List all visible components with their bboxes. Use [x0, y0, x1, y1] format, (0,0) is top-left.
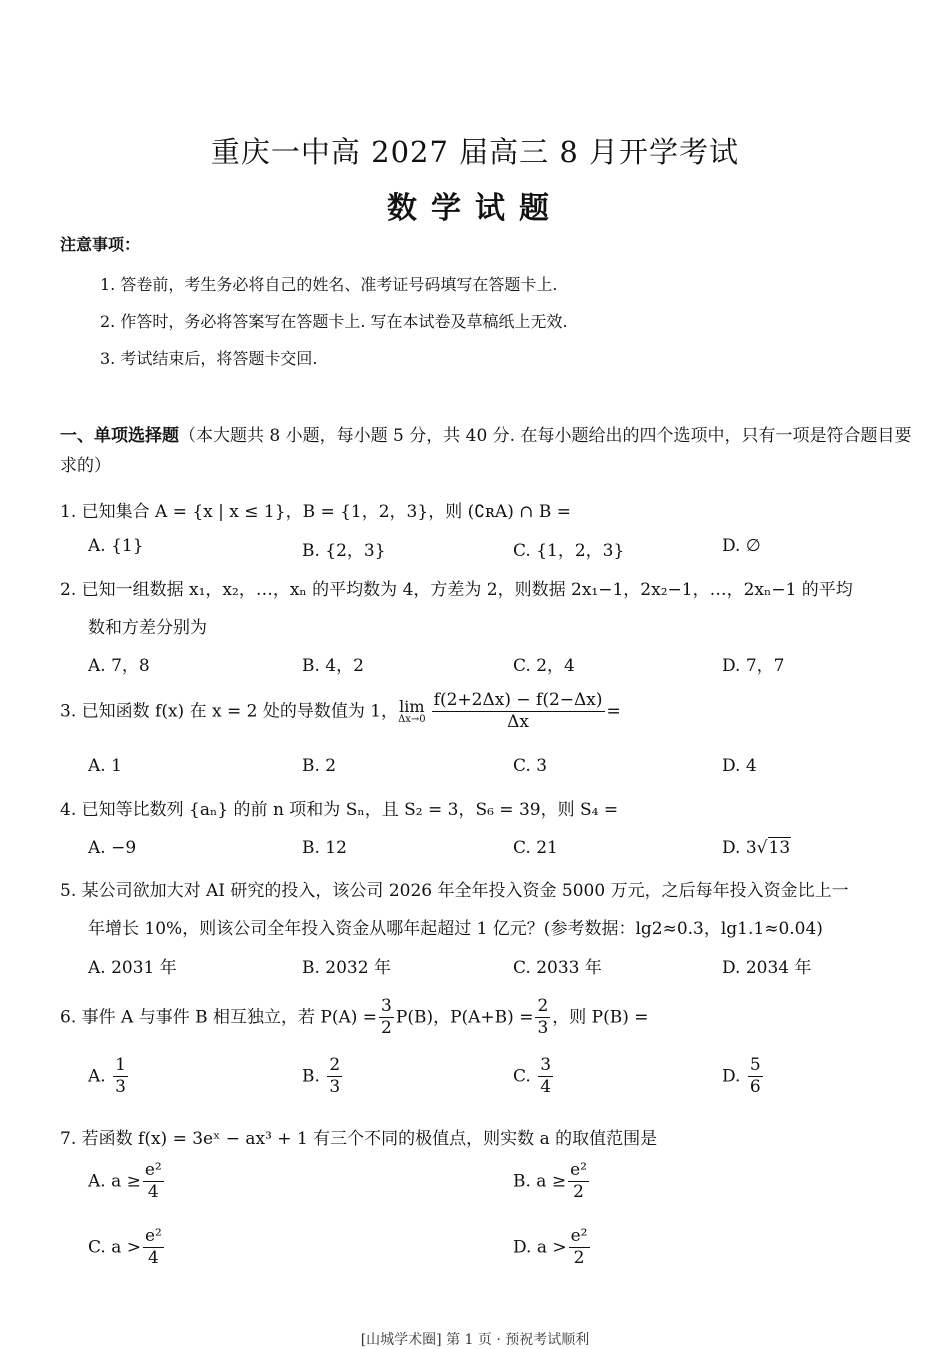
question-1-stem: 1. 已知集合 A = {x | x ≤ 1}，B = {1，2，3}，则 (∁ʀA) ∩ B =	[60, 502, 572, 522]
question-7-stem: 7. 若函数 f(x) = 3eˣ − ax³ + 1 有三个不同的极值点，则实数 a 的取值范围是	[60, 1129, 658, 1149]
notice-heading: 注意事项：	[60, 235, 141, 254]
section-heading	[60, 422, 920, 482]
q5-option-a: A. 2031 年	[88, 958, 177, 978]
q7-option-d: D. a > $\frac{\text{e²}}{2}$	[513, 1226, 588, 1269]
question-4-stem: 4. 已知等比数列 {aₙ} 的前 n 项和为 Sₙ，且 S₂ = 3，S₆ = 39，则 S₄ =	[60, 800, 619, 820]
notice-item-1: 1. 答卷前，考生务必将自己的姓名、准考证号码填写在答题卡上.	[100, 275, 558, 294]
q6-option-c: C. $\frac{3}{4}$	[513, 1055, 552, 1098]
q6-frac-1: $\frac{3}{2}$	[381, 996, 392, 1039]
q7-option-c: C. a > $\frac{\text{e²}}{4}$	[88, 1226, 162, 1269]
q1-option-c: C. {1，2，3}	[513, 541, 625, 561]
q7-option-b: B. a ≥ $\frac{\text{e²}}{2}$	[513, 1160, 587, 1203]
q6-option-a: A. $\frac{1}{3}$	[88, 1055, 126, 1098]
q2-option-c: C. 2，4	[513, 656, 575, 676]
page-subtitle: 数学试题	[387, 191, 563, 226]
q3-fraction: $\frac{f(2+2\Delta x) - f(2-\Delta x)}{\Delta x}$	[433, 690, 603, 733]
q5-option-b: B. 2032 年	[302, 958, 391, 978]
q2-option-d: D. 7，7	[722, 656, 785, 676]
q4-option-c: C. 21	[513, 838, 558, 858]
question-5-stem-line2: 年增长 10%，则该公司全年投入资金从哪年起超过 1 亿元？(参考数据：lg2≈0.3，lg1.1≈0.04)	[88, 919, 823, 939]
q2-option-b: B. 4，2	[302, 656, 364, 676]
q6-option-d: D. $\frac{5}{6}$	[722, 1055, 761, 1098]
q4-option-b: B. 12	[302, 838, 347, 858]
q1-option-a: A. {1}	[88, 536, 144, 556]
q2-option-a: A. 7，8	[88, 656, 150, 676]
question-2-stem-line2: 数和方差分别为	[88, 618, 207, 638]
notice-item-3: 3. 考试结束后，将答题卡交回.	[100, 349, 318, 368]
question-3-stem: 3. 已知函数 f(x) 在 x = 2 处的导数值为 1， lim Δx→0 $\frac{f(2+2\Delta x) - f(2-\Delta x)}{\Delta x}$ =	[60, 690, 621, 733]
page-title: 重庆一中高 2027 届高三 8 月开学考试	[210, 135, 740, 169]
q7-option-a: A. a ≥ $\frac{\text{e²}}{4}$	[88, 1160, 162, 1203]
notice-item-2: 2. 作答时，务必将答案写在答题卡上. 写在本试卷及草稿纸上无效.	[100, 312, 568, 331]
q6-frac-2: $\frac{2}{3}$	[537, 996, 549, 1039]
q4-option-a: A. −9	[88, 838, 137, 858]
q3-option-a: A. 1	[88, 756, 122, 776]
question-5-stem-line1: 5. 某公司欲加大对 AI 研究的投入，该公司 2026 年全年投入资金 5000 万元，之后每年投入资金比上一	[60, 881, 849, 901]
q1-option-d: D. ∅	[722, 536, 761, 556]
q3-option-c: C. 3	[513, 756, 548, 776]
section-title: 一、单项选择题	[60, 426, 179, 446]
question-6-stem: 6. 事件 A 与事件 B 相互独立，若 P(A) = $\frac{3}{2}$ P(B)，P(A+B) = $\frac{2}{3}$ ，则 P(B) =	[60, 996, 649, 1039]
question-2-stem-line1: 2. 已知一组数据 x₁，x₂，…，xₙ 的平均数为 4，方差为 2，则数据 2x₁−1，2x₂−1，…，2xₙ−1 的平均	[60, 580, 853, 600]
q5-option-d: D. 2034 年	[722, 958, 812, 978]
section-desc: （本大题共 8 小题，每小题 5 分，共 40 分. 在每小题给出的四个选项中，只有一项是符合题目要求的）	[60, 426, 912, 476]
q4-option-d: D. 3√13	[722, 838, 791, 858]
q3-option-b: B. 2	[302, 756, 337, 776]
sqrt-value: 13	[768, 838, 791, 858]
q3-option-d: D. 4	[722, 756, 757, 776]
q1-option-b: B. {2，3}	[302, 541, 386, 561]
q6-option-b: B. $\frac{2}{3}$	[302, 1055, 341, 1098]
q3-limit: lim Δx→0	[398, 696, 426, 725]
page-footer: [山城学术圈] 第 1 页 · 预祝考试顺利	[360, 1332, 590, 1348]
q3-text: 3. 已知函数 f(x) 在 x = 2 处的导数值为 1，	[60, 701, 399, 722]
q5-option-c: C. 2033 年	[513, 958, 602, 978]
